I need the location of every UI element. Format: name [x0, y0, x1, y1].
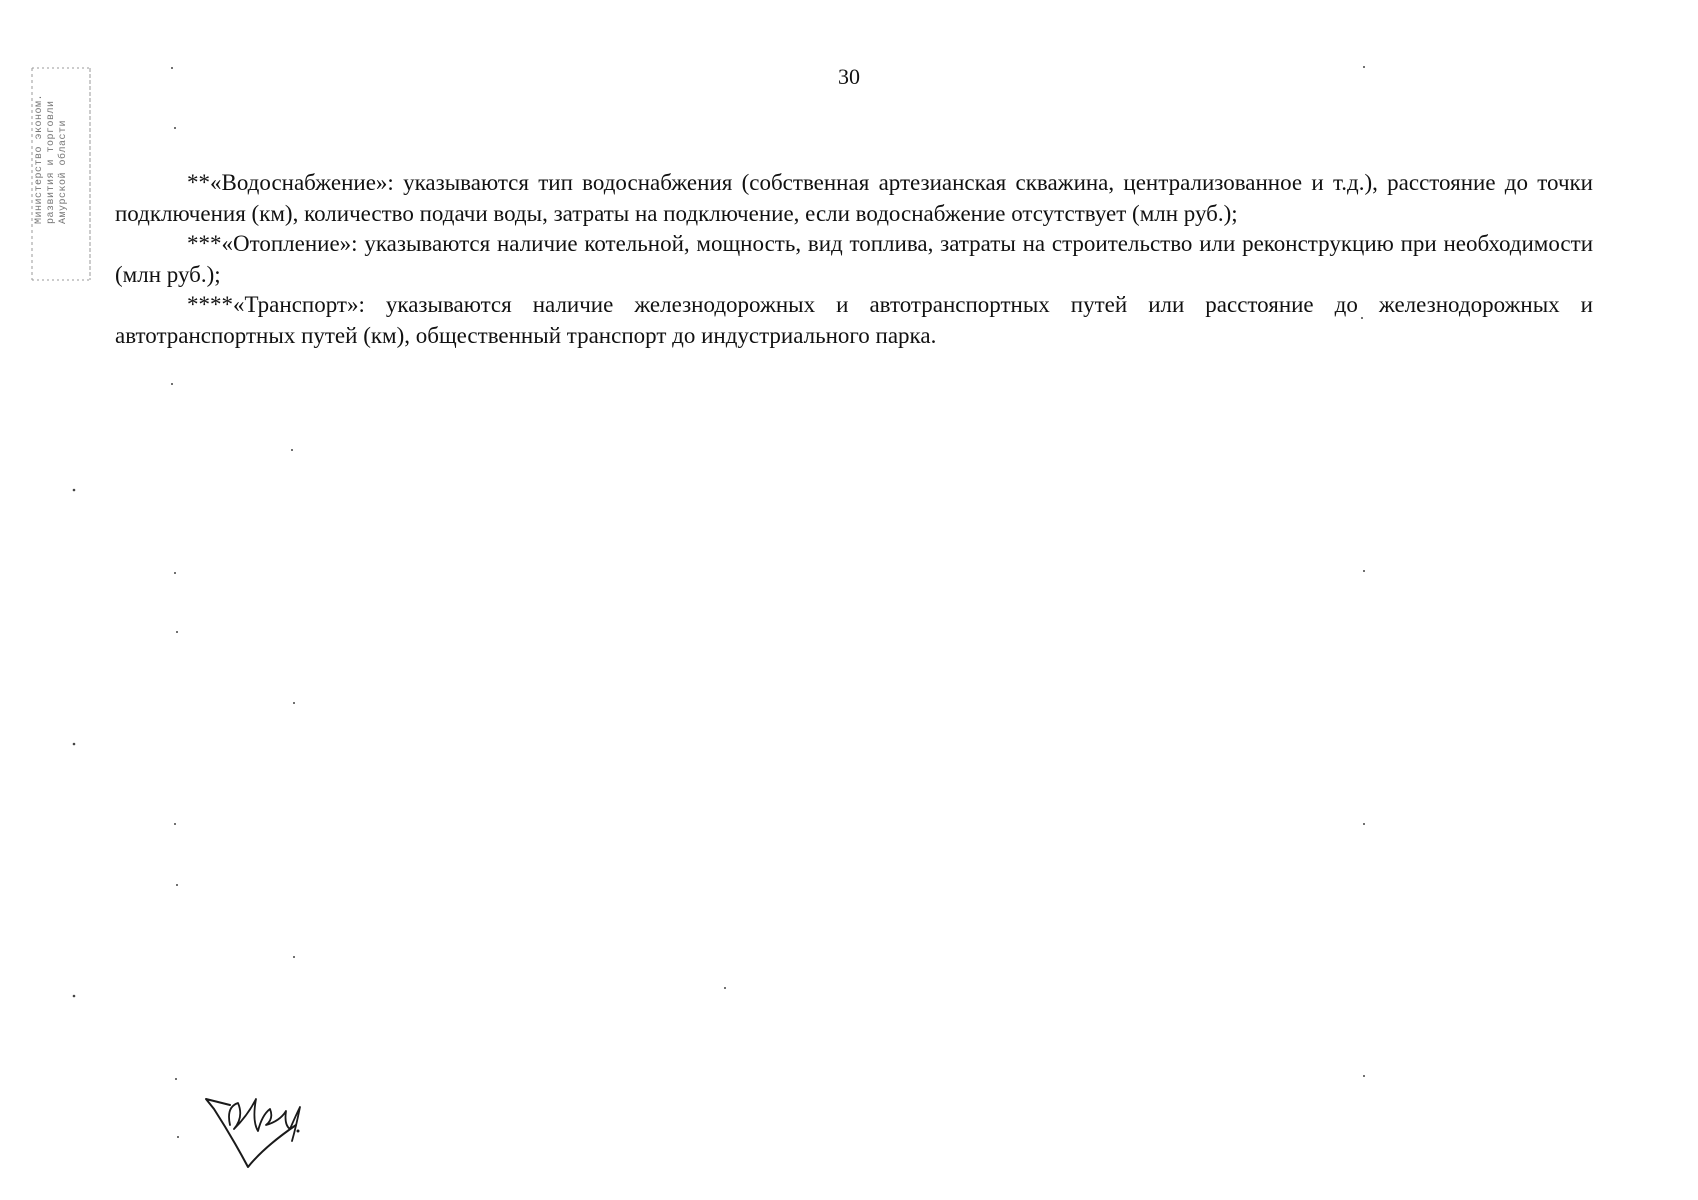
footnote-water-supply: **«Водоснабжение»: указываются тип водоснабжения (собственная артезианская скважина, централизованное и т.д.), расстояние до точки подключения (км), количество подачи воды, затраты на подключение, если водоснабжение отсутствует (млн руб.); [115, 170, 1593, 226]
signature-icon [200, 1085, 340, 1175]
stamp-line-3: Амурской области [58, 119, 69, 224]
stamp-text [34, 94, 70, 224]
stamp-line-2: развития и торговли [46, 100, 57, 224]
stamp-line-1: Министерство эконом. [34, 93, 45, 224]
footnote-transport: ****«Транспорт»: указываются наличие железнодорожных и автотранспортных путей или расстояние до железнодорожных и автотранспортных путей (км), общественный транспорт до индустриального парка. [115, 292, 1593, 348]
page-number: 30 [838, 64, 860, 89]
footnotes [115, 168, 1593, 351]
footnote-heating: ***«Отопление»: указываются наличие котельной, мощность, вид топлива, затраты на строительство или реконструкцию при необходимости (млн руб.); [115, 231, 1593, 287]
